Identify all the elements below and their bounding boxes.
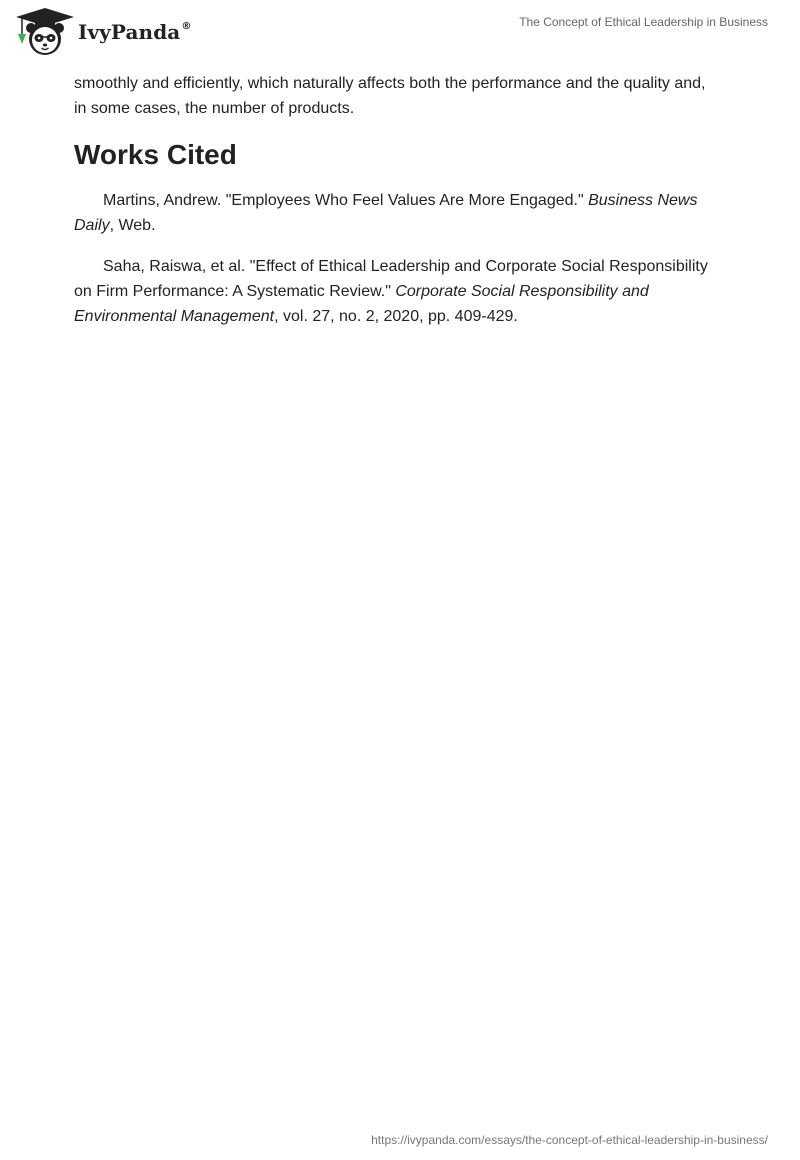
ivypanda-logo[interactable] [16, 8, 191, 56]
running-title: The Concept of Ethical Leadership in Business [519, 15, 768, 29]
citation-source-title: Business News Daily [74, 192, 698, 234]
document-body [74, 71, 714, 345]
brand-name [78, 20, 191, 44]
citation-entry [74, 254, 714, 329]
citation-text: Martins, Andrew. "Employees Who Feel Values Are More Engaged." [103, 192, 589, 209]
brand-text: IvyPanda [78, 20, 181, 44]
citation-text: , vol. 27, no. 2, 2020, pp. 409-429. [274, 308, 518, 325]
registered-mark: ® [181, 21, 192, 33]
source-url-link[interactable]: https://ivypanda.com/essays/the-concept-of-ethical-leadership-in-business/ [371, 1133, 768, 1147]
citation-text: Saha, Raiswa, et al. "Effect of Ethical Leadership and Corporate Social Responsibility on Firm Performance: A Systematic Review." [74, 258, 708, 300]
citation-text: , Web. [109, 217, 156, 234]
panda-graduation-cap-icon [16, 8, 74, 56]
works-cited-heading: Works Cited [74, 139, 237, 170]
continuation-paragraph: smoothly and efficiently, which naturally affects both the performance and the quality and, in some cases, the number of products. [74, 75, 706, 117]
citation-source-title: Corporate Social Responsibility and Environmental Management [74, 283, 649, 325]
page-header [0, 0, 800, 64]
citation-entry [74, 188, 714, 238]
